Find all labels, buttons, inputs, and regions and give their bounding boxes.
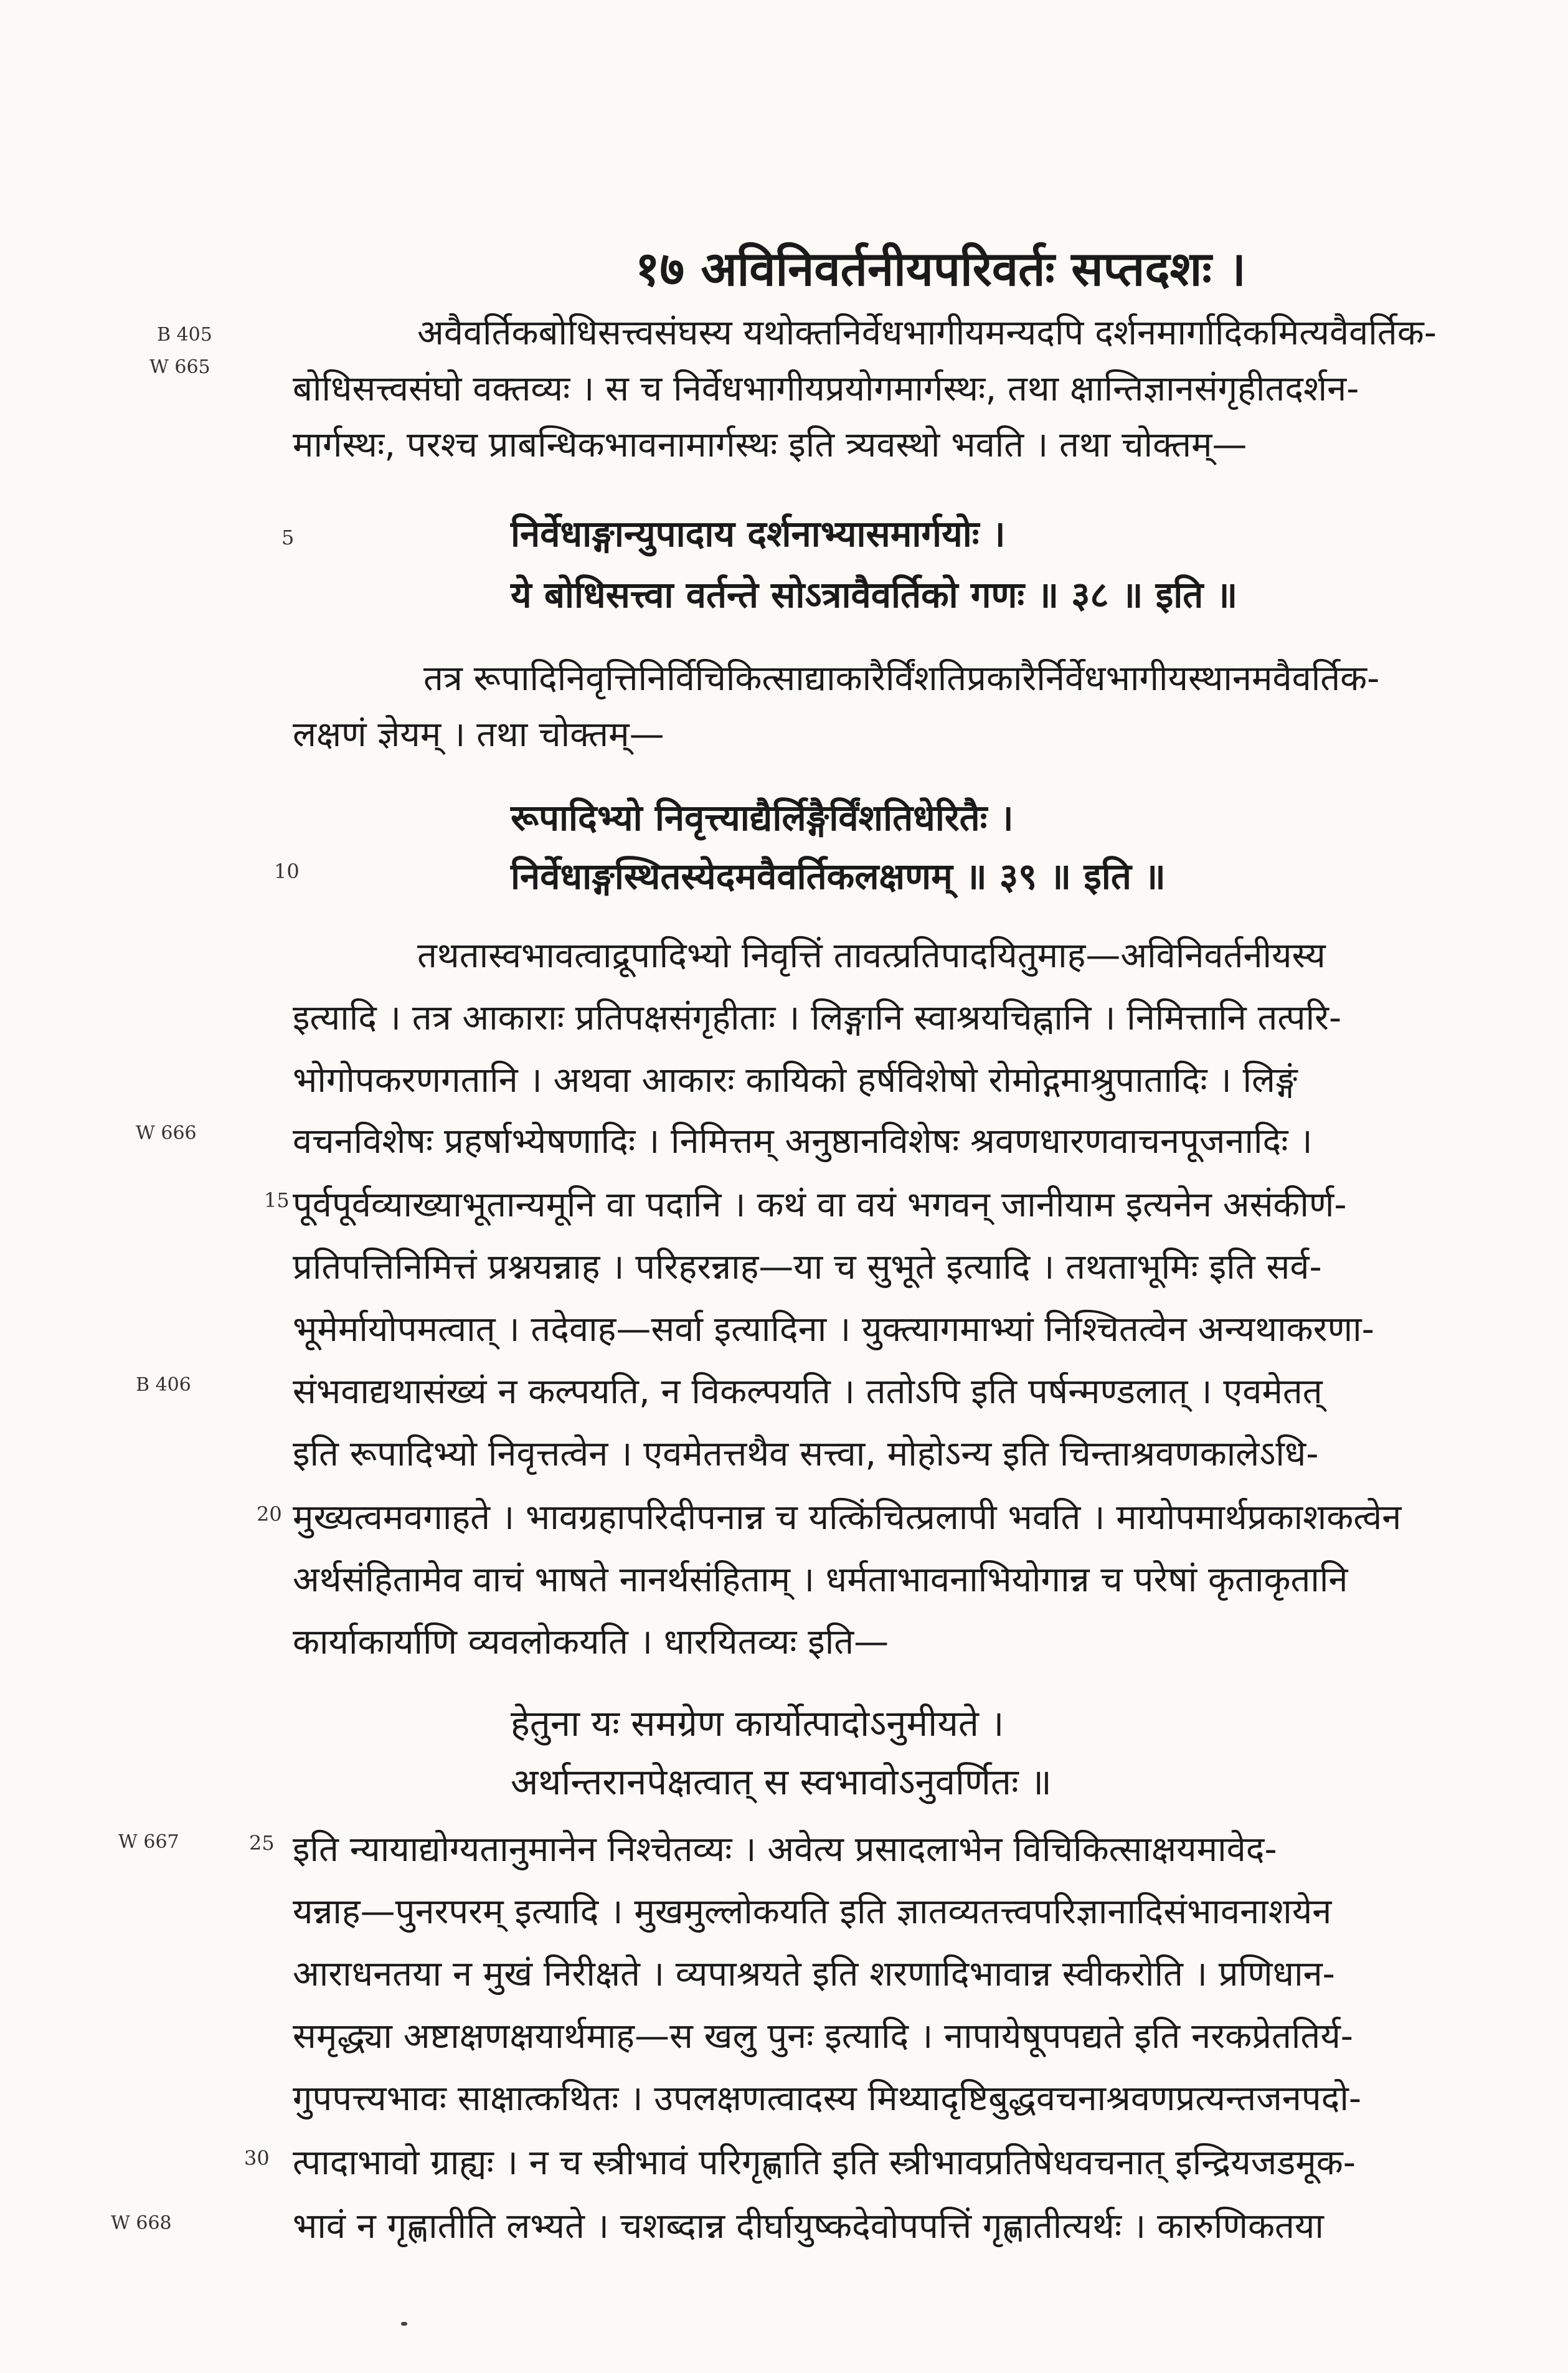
text-line: गुपपत्त्यभावः साक्षात्कथितः । उपलक्षणत्वादस्य मिथ्यादृष्टिबुद्धवचनाश्रवणप्रत्यन्तजनपदो- [293, 2078, 1362, 2119]
text-line: इत्यादि । तत्र आकाराः प्रतिपक्षसंगृहीताः । लिङ्गानि स्वाश्रयचिह्नानि । निमित्तानि तत्परि- [293, 998, 1342, 1038]
margin-ref-w668: W 668 [111, 2212, 172, 2234]
verse-line: निर्वेधाङ्गस्थितस्येदमवैवर्तिकलक्षणम् ॥ ३९ ॥ इति ॥ [511, 855, 1166, 898]
text-line: मार्गस्थः, परश्च प्राबन्धिकभावनामार्गस्थः इति त्र्यवस्थो भवति । तथा चोक्तम्— [293, 425, 1247, 465]
text-line: पूर्वपूर्वव्याख्याभूतान्यमूनि वा पदानि । कथं वा वयं भगवन् जानीयाम इत्यनेन असंकीर्ण- [293, 1185, 1347, 1225]
text-line: लक्षणं ज्ञेयम् । तथा चोक्तम्— [293, 714, 664, 755]
verse-line: रूपादिभ्यो निवृत्त्याद्यैर्लिङ्गैर्विंशतिधेरितैः । [511, 797, 1014, 839]
margin-ref-b405: B 405 [157, 324, 212, 346]
text-line: संभवाद्यथासंख्यं न कल्पयति, न विकल्पयति । ततोऽपि इति पर्षन्मण्डलात् । एवमेतत् [293, 1371, 1323, 1412]
line-number-25: 25 [249, 1831, 275, 1855]
text-line: भावं न गृह्णातीति लभ्यते । चशब्दान्न दीर्घायुष्कदेवोपपत्तिं गृह्णातीत्यर्थः । कारुणिकतया [293, 2206, 1324, 2247]
text-line: अवैवर्तिकबोधिसत्त्वसंघस्य यथोक्तनिर्वेधभागीयमन्यदपि दर्शनमार्गादिकमित्यवैवर्तिक- [417, 313, 1437, 353]
text-line: यन्नाह—पुनरपरम् इत्यादि । मुखमुल्लोकयति इति ज्ञातव्यतत्त्वपरिज्ञानादिसंभावनाशयेन [293, 1892, 1332, 1932]
line-number-15: 15 [264, 1188, 290, 1212]
text-line: आराधनतया न मुखं निरीक्षते । व्यपाश्रयते इति शरणादिभावान्न स्वीकरोति । प्रणिधान- [293, 1954, 1335, 1994]
text-line: अर्थसंहितामेव वाचं भाषते नानर्थसंहिताम् । धर्मताभावनाभियोगान्न च परेषां कृताकृतानि [293, 1560, 1348, 1600]
margin-ref-w666: W 666 [136, 1122, 197, 1144]
text-line: प्रतिपत्तिनिमित्तं प्रश्नयन्नाह । परिहरन्नाह—या च सुभूते इत्यादि । तथताभूमिः इति सर्व- [293, 1247, 1322, 1287]
text-line: भोगोपकरणगतानि । अथवा आकारः कायिको हर्षविशेषो रोमोद्गमाश्रुपातादिः । लिङ्गं [293, 1060, 1298, 1101]
margin-ref-b406: B 406 [136, 1374, 191, 1396]
line-number-10: 10 [274, 860, 300, 883]
text-line: मुख्यत्वमवगाहते । भावग्रहापरिदीपनान्न च यत्किंचित्प्रलापी भवति । मायोपमार्थप्रकाशकत्वेन [293, 1497, 1402, 1538]
text-line: वचनविशेषः प्रहर्षाभ्येषणादिः । निमित्तम् अनुष्ठानविशेषः श्रवणधारणवाचनपूजनादिः । [293, 1121, 1313, 1162]
verse-line: अर्थान्तरानपेक्षत्वात् स स्वभावोऽनुवर्णितः ॥ [511, 1761, 1052, 1803]
chapter-title: १७ अविनिवर्तनीयपरिवर्तः सप्तदशः । [635, 241, 1246, 296]
verse-line: निर्वेधाङ्गान्युपादाय दर्शनाभ्यासमार्गयोः । [511, 513, 1006, 555]
text-line: बोधिसत्त्वसंघो वक्तव्यः । स च निर्वेधभागीयप्रयोगमार्गस्थः, तथा क्षान्तिज्ञानसंगृहीतदर्शन- [293, 369, 1359, 409]
verse-line: हेतुना यः समग्रेण कार्योत्पादोऽनुमीयते । [511, 1702, 1004, 1745]
text-line: समृद्ध्या अष्टाक्षणक्षयार्थमाह—स खलु पुनः इत्यादि । नापायेषूपपद्यते इति नरकप्रेततिर्य- [293, 2016, 1354, 2057]
text-line: इति रूपादिभ्यो निवृत्तत्वेन । एवमेतत्तथैव सत्त्वा, मोहोऽन्य इति चिन्ताश्रवणकालेऽधि- [293, 1434, 1319, 1474]
line-number-20: 20 [257, 1502, 282, 1526]
text-line: तथतास्वभावत्वाद्रूपादिभ्यो निवृत्तिं तावत्प्रतिपादयितुमाह—अविनिवर्तनीयस्य [417, 935, 1326, 976]
text-line: त्पादाभावो ग्राह्यः । न च स्त्रीभावं परिगृह्णाति इति स्त्रीभावप्रतिषेधवचनात् इन्द्रियजडमूक- [293, 2143, 1356, 2183]
line-number-30: 30 [244, 2146, 270, 2170]
line-number-5: 5 [281, 526, 295, 549]
text-line: भूमेर्मायोपमत्वात् । तदेवाह—सर्वा इत्यादिना । युक्त्यागमाभ्यां निश्चितत्वेन अन्यथाकरणा- [293, 1309, 1374, 1350]
text-line: इति न्यायाद्योग्यतानुमानेन निश्चेतव्यः । अवेत्य प्रसादलाभेन विचिकित्साक्षयमावेद- [293, 1829, 1277, 1870]
text-line: कार्याकार्याणि व्यवलोकयति । धारयितव्यः इति— [293, 1622, 889, 1662]
margin-ref-w665: W 665 [149, 356, 210, 378]
text-line: तत्र रूपादिनिवृत्तिनिर्विचिकित्साद्याकारैर्विंशतिप्रकारैर्निर्वेधभागीयस्थानमवैवर्तिक- [423, 658, 1380, 699]
margin-ref-w667: W 667 [118, 1831, 179, 1853]
print-speck [401, 2322, 407, 2326]
verse-line: ये बोधिसत्त्वा वर्तन्ते सोऽत्रावैवर्तिको गणः ॥ ३८ ॥ इति ॥ [511, 574, 1238, 616]
